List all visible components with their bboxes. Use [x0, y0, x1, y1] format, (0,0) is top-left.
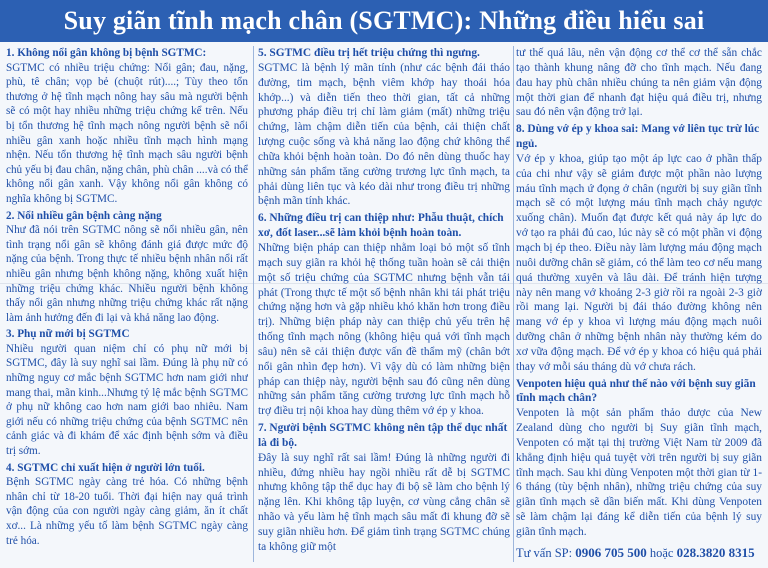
section-heading: 5. SGTMC điều trị hết triệu chứng thì ngưng. [258, 47, 480, 59]
venpoten-body: Venpoten là một sản phẩm thảo dược của New Zealand dùng cho người bị Suy giãn tĩnh mạch, Venpoten có mặt tại thị trường Việt Nam từ 2009 đã khẳng định hiệu quả tuyệt vời trên người bị suy giãn tĩnh mạch. Sau khi dùng Venpoten một thời gian từ 1-6 tháng (tùy bệnh nhân), những triệu chứng của suy giãn tĩnh mạch sẽ dần biến mất. Khi dùng Venpoten sẽ làm chậm lại đáng kể diễn tiến của bệnh lý suy giãn tĩnh mạch. [516, 407, 762, 538]
section-body: Như đã nói trên SGTMC nông sẽ nổi nhiều gân, nên tình trạng nổi gân sẽ không đánh giá được mức độ nặng của bệnh. Trong thực tế nhiều bệnh nhân nổi rất nhiều gân nhưng bệnh không nặng, không xuất hiện những triệu chứng khác. Nhiều người bệnh không thấy nổi gân nhưng những triệu chứng khác rất nặng làm ảnh hưởng đến đi lại và khả năng lao động. [6, 224, 248, 324]
page-title: Suy giãn tĩnh mạch chân (SGTMC): Những điều hiểu sai [0, 0, 768, 42]
section-6 [258, 211, 510, 419]
section-body: Đây là suy nghĩ rất sai lầm! Đúng là những người đi nhiều, đứng nhiều hay ngồi nhiều rất dễ bị SGTMC nhưng không tập thể dục hay đi bộ sẽ làm cho bệnh lý nặng lên. Khi không tập luyện, cơ vùng cẳng chân sẽ nhão và yếu làm hệ tĩnh mạch sâu mất đi khung đỡ sẽ suy giãn nhiều hơn. Để giảm tình trạng SGTMC chúng ta không giữ một [258, 451, 510, 553]
phone-number-primary[interactable]: 0906 705 500 [575, 544, 647, 560]
venpoten-question: Venpoten hiệu quả như thế nào với bệnh suy giãn tĩnh mạch chân? [516, 377, 756, 405]
section-body: SGTMC là bệnh lý mãn tính (như các bệnh đái tháo đường, tim mạch, bệnh viêm khớp hay thoái hóa khớp...) và diễn tiến theo thời gian, tất cả những phương pháp điều trị chỉ làm giảm (mất) những triệu chứng, làm chậm diễn tiến của bệnh, cải thiện chất lượng cuộc sống và khả năng lao động chứ không thể chữa khỏi bệnh hoàn toàn. Do đó nên dùng thuốc hay những sản phẩm tăng cường trương lực tĩnh mạch, ta phải dùng liên tục và kéo dài như trong điều trị những bệnh mãn tính khác. [258, 61, 510, 208]
column-2 [258, 46, 510, 566]
section-heading: 1. Không nổi gân không bị bệnh SGTMC: [6, 47, 207, 59]
section-7 [258, 421, 510, 555]
contact-line [516, 546, 762, 561]
section-heading: 2. Nổi nhiều gân bệnh càng nặng [6, 209, 162, 222]
section-1 [6, 46, 248, 207]
contact-or: hoặc [649, 545, 674, 560]
section-body: Nhiều người quan niệm chỉ có phụ nữ mới bị SGTMC, đây là suy nghĩ sai lầm. Đúng là phụ nữ có những nguy cơ mắc bệnh SGTMC hơn nam giới như mang thai, mãn kinh...Nhưng tỷ lệ mắc bệnh SGTMC ở phụ nữ không cao hơn nam giới bao nhiêu. Nam giới nếu có những triệu chứng của bệnh SGTMC nên cảnh giác và đi khám để xác định bệnh sớm và điều trị sớm. [6, 342, 248, 458]
section-heading: 7. Người bệnh SGTMC không nên tập thể dục nhất là đi bộ. [258, 422, 508, 449]
section-5 [258, 46, 510, 209]
section-8 [516, 122, 762, 374]
section-4 [6, 461, 248, 549]
section-7-continuation: tư thế quá lâu, nên vận động cơ thể cơ thể sẵn chắc tạo thành khung nâng đỡ cho tĩnh mạch. Nếu đang đau hay phù chân nhiều chúng ta nên giảm vận động một thời gian để nhanh đạt hiệu quả điều trị, nhưng sau đó nên vận động trở lại. [516, 47, 762, 119]
section-body: Những biện pháp can thiệp nhằm loại bỏ một số tĩnh mạch suy giãn ra khỏi hệ thống tuần hoàn sẽ cải thiện một số triệu chứng của SGTMC nhưng bệnh vẫn tái phát (Trong thực tế một số bệnh nhân khi tái phát triệu chứng nặng hơn và gặp nhiều khó khăn hơn trong điều trị). Những biện pháp này can thiệp chủ yếu trên hệ thống tĩnh mạch nông (không hiệu quả với tĩnh mạch sâu) nên sẽ cải thiện được vấn đề thẩm mỹ (chân bớt nổi gân nhìn đẹp hơn). Vì vậy dù có làm những biện pháp can thiệp này, người bệnh sau đó cũng nên dùng những sản phẩm tăng cường trương lực tĩnh mạch hỗ trợ điều trị nội khoa hay dùng thêm vớ ép y khoa. [258, 241, 510, 418]
section-2 [6, 209, 248, 326]
section-heading: 8. Dùng vớ ép y khoa sai: Mang vớ liên tục trừ lúc ngủ. [516, 123, 760, 151]
section-body: Bệnh SGTMC ngày càng trẻ hóa. Có những bệnh nhân chỉ từ 18-20 tuổi. Thời đại hiện nay quá trình vận động của con người ngày càng giảm, ăn ít chất xơ... Là những yếu tố làm bệnh SGTMC ngày càng trẻ hóa. [6, 476, 248, 547]
section-heading: 3. Phụ nữ mới bị SGTMC [6, 328, 130, 341]
section-heading: 4. SGTMC chỉ xuất hiện ở người lớn tuổi. [6, 461, 205, 474]
venpoten-section [516, 377, 762, 540]
section-heading: 6. Những điều trị can thiệp như: Phẫu thuật, chích xơ, đốt laser...sẽ làm khỏi bệnh hoàn toàn. [258, 212, 504, 240]
section-body: SGTMC có nhiều triệu chứng: Nổi gân; đau, nặng, phù, tê chân; vọp bẻ (chuột rút)....; Tùy theo tổn thương ở hệ tĩnh mạch nông hay sâu mà người bệnh sẽ có một hay nhiều những triệu chứng kể trên. Nếu bị tổn thương hệ tĩnh mạch nông người bệnh sẽ nổi nhiều gân xanh hoặc nhiều tĩnh mạch hình mạng nhện. Nếu tổn thương hệ tĩnh mạch sâu người bệnh chủ yếu bị đau chân, nặng chân, phù chân ....và có thể không nổi gân xanh. Vậy không nổi gân không có nghĩa không bị SGTMC. [6, 61, 248, 205]
section-body: Vớ ép y khoa, giúp tạo một áp lực cao ở phần thấp của chi như vậy sẽ giảm được một phần nào lượng máu tĩnh mạch ứ đọng ở chân (người bị suy giãn tĩnh mạch sẽ có một lượng máu tĩnh mạch chảy ngược xuống chân). Muốn đạt được kết quả này áp lực do vớ tạo ra phải đủ cao, lúc này sẽ có một phần vi động mạch bị ép theo. Điều này làm lượng máu động mạch nuôi dưỡng chân sẽ giảm, có thể làm teo cơ nếu mang quá thường xuyên và lâu dài. Để tránh hiện tượng này nên mang vớ khoảng 2-3 giờ rồi ra ngoài 2-3 giờ rồi mang lại. Người bị đái tháo đường không nên mang vớ ép y khoa vì lượng máu động mạch nuôi dưỡng chân ở những bệnh nhân này thường kém do xơ vữa động mạch. Để vớ ép y khoa có hiệu quả phải thay vớ mỗi sáu tháng dù vớ chưa rách. [516, 152, 762, 373]
phone-number-secondary[interactable]: 028.3820 8315 [676, 544, 755, 560]
column-3 [516, 46, 762, 566]
contact-label: Tư vấn SP: [516, 545, 573, 560]
column-divider [253, 46, 254, 562]
section-3 [6, 327, 248, 458]
column-1 [6, 46, 248, 566]
column-divider [513, 46, 514, 562]
